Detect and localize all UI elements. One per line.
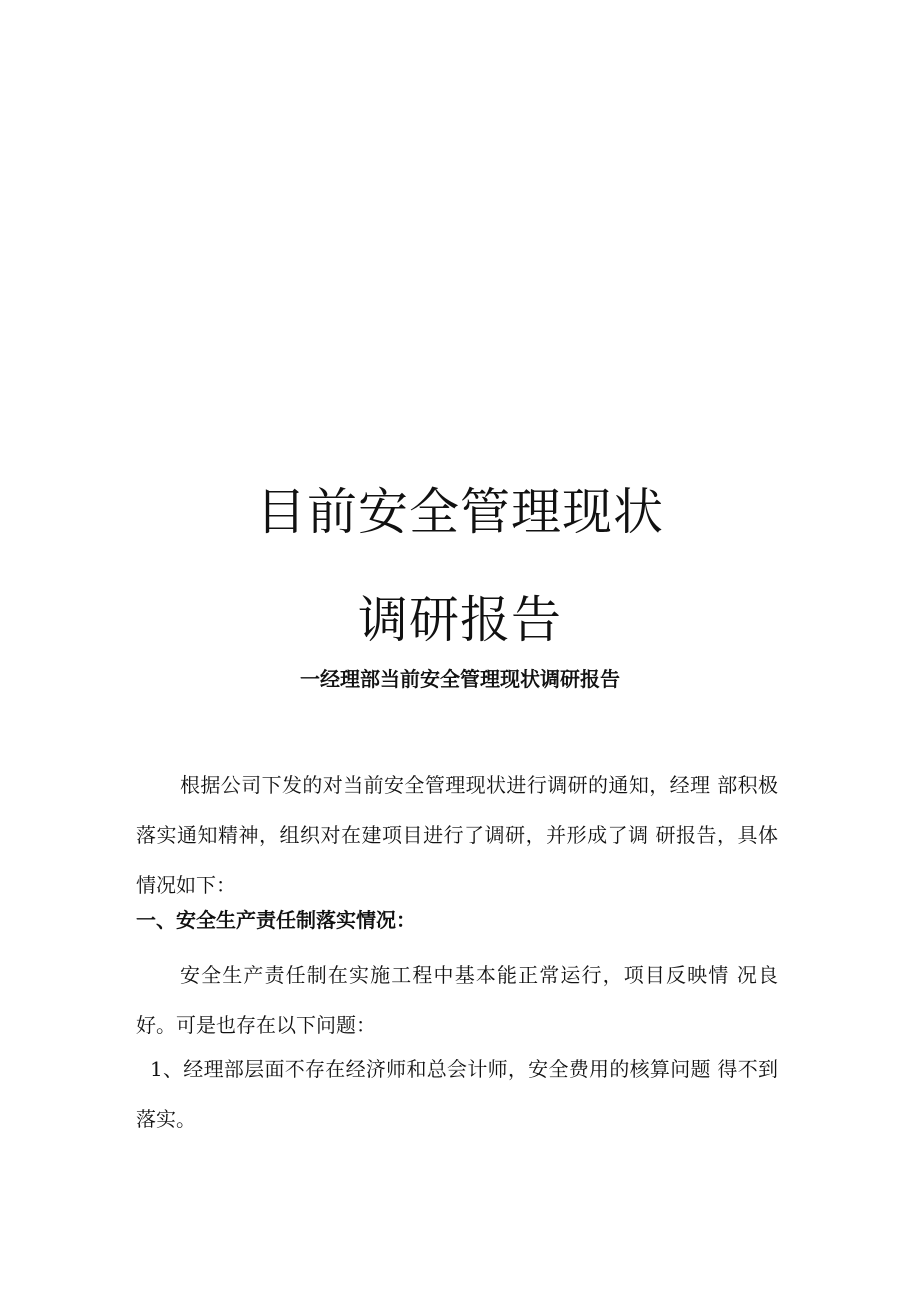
section-1-item-1: 1、经理部层面不存在经济师和总会计师，安全费用的核算问题 得不到落实。 [136,1057,778,1131]
document-subtitle: 一经理部当前安全管理现状调研报告 [300,667,620,691]
section-1-heading: 一、安全生产责任制落实情况： [136,908,416,932]
document-title-line1: 目前安全管理现状 [256,483,664,541]
section-1-paragraph: 安全生产责任制在实施工程中基本能正常运行，项目反映情 况良好。可是也存在以下问题： [136,963,778,1037]
intro-paragraph: 根据公司下发的对当前安全管理现状进行调研的通知，经理 部积极落实通知精神，组织对在建项目进行了调研，并形成了调 研报告，具体情况如下： [136,773,778,897]
document-title-line2: 调研报告 [358,591,562,649]
